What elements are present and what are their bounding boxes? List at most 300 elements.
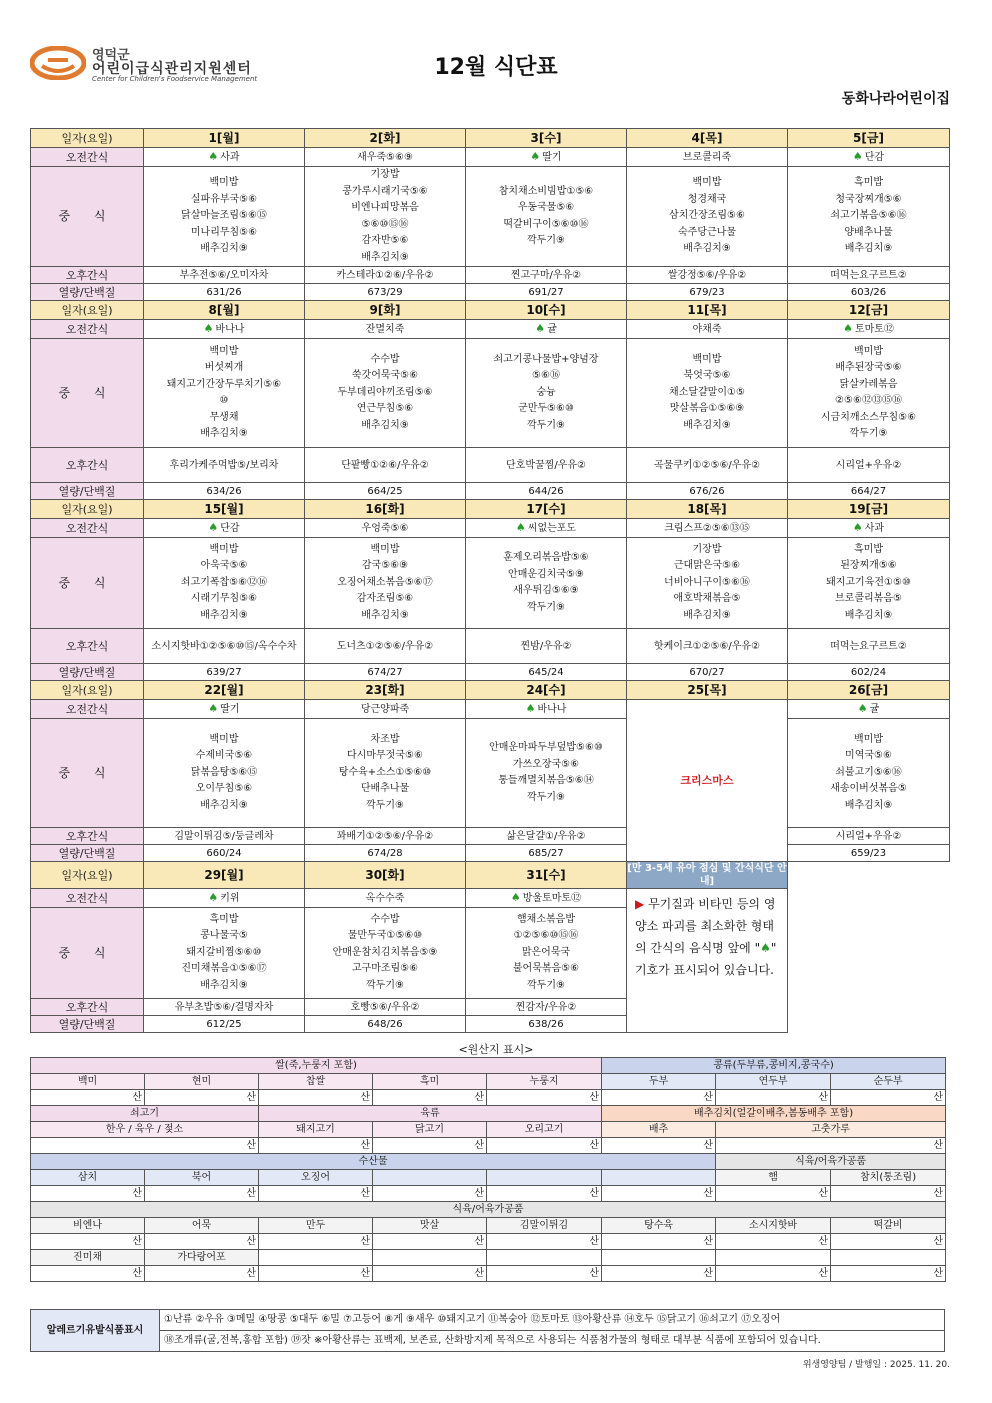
am-snack-text: 딸기 (220, 704, 240, 715)
lunch-item: 배추김치⑨ (683, 243, 731, 255)
pm-snack: 시리얼+우유② (788, 448, 950, 483)
energy-protein: 603/26 (788, 284, 950, 301)
am-snack-label: 오전간식 (31, 519, 144, 538)
kimchi-item: 고춧가루 (716, 1122, 946, 1138)
lunch-item: ⑤⑥⑩⑮⑯ (361, 218, 409, 230)
pm-snack: 단호박꿀찜/우유② (466, 448, 627, 483)
lunch-item: 배추김치⑨ (361, 609, 409, 621)
pm-snack-label: 오후간식 (31, 267, 144, 284)
proc-item: 떡갈비 (831, 1218, 946, 1234)
lunch-item: 불어묵볶음⑤⑥ (512, 963, 580, 975)
pm-snack: 떠먹는요구르트② (788, 267, 950, 284)
lunch-item: ①②⑤⑥⑩⑮⑯ (513, 930, 579, 942)
lunch-item: 감자조림⑤⑥ (356, 593, 414, 605)
week-3-am-row (31, 519, 950, 538)
meat-item: 닭고기 (373, 1122, 487, 1138)
lunch-menu (466, 908, 627, 999)
proc-item: 김말이튀김 (487, 1218, 602, 1234)
pm-snack-label: 오후간식 (31, 828, 144, 845)
energy-protein: 670/27 (627, 664, 788, 681)
am-snack (466, 700, 627, 719)
lunch-item: 고구마조림⑤⑥ (351, 963, 419, 975)
lunch-label: 중 식 (31, 167, 144, 267)
origin-value: 산 (31, 1138, 259, 1154)
day-date: 16[화] (305, 500, 466, 519)
origin-value: 산 (716, 1186, 831, 1202)
lunch-item: 숙주당근나물 (678, 226, 736, 238)
origin-value: 산 (716, 1266, 831, 1282)
origin-empty (831, 1250, 946, 1266)
am-snack (627, 148, 788, 167)
lunch-item: ②⑤⑥⑫⑬⑮⑯ (835, 395, 902, 406)
lunch-item: 미나리무침⑤⑥ (190, 226, 258, 238)
leaf-icon: ♠ (515, 521, 526, 534)
day-date: 3[수] (466, 129, 627, 148)
week-1-pm-row (31, 267, 950, 284)
lunch-item: 참치채소비빔밥①⑤⑥ (498, 185, 594, 197)
day-date: 23[화] (305, 681, 466, 700)
origin-value: 산 (373, 1138, 487, 1154)
menu-table (30, 128, 950, 1033)
origin-value: 산 (602, 1090, 716, 1106)
origin-values-5 (31, 1266, 946, 1282)
origin-value: 산 (487, 1186, 602, 1202)
leaf-icon: ♠ (852, 150, 863, 163)
origin-value: 산 (259, 1234, 373, 1250)
lunch-item: 양배추나물 (844, 226, 893, 238)
week-3-day-row (31, 500, 950, 519)
meat-item: 돼지고기 (259, 1122, 373, 1138)
am-snack (627, 320, 788, 339)
lunch-menu (144, 908, 305, 999)
origin-group-2 (31, 1106, 946, 1122)
proc-item: 맛살 (373, 1218, 487, 1234)
day-date: 17[수] (466, 500, 627, 519)
day-label: 일자(요일) (31, 500, 144, 519)
lunch-item: 두부데리야끼조림⑤⑥ (337, 386, 433, 398)
lunch-item: 깍두기⑨ (527, 235, 565, 246)
am-snack-text: 브로콜리죽 (682, 151, 732, 163)
day-date: 12[금] (788, 301, 950, 320)
lunch-label: 중 식 (31, 538, 144, 629)
am-snack-label: 오전간식 (31, 148, 144, 167)
lunch-item: 청경채국 (687, 193, 727, 205)
am-snack-text: 사과 (864, 523, 885, 534)
lunch-item: 북엇국⑤⑥ (683, 370, 731, 382)
lunch-item: 쇠고기콩나물밥+양념장 (493, 353, 599, 365)
energy-protein: 673/29 (305, 284, 466, 301)
week-5-am-row (31, 889, 950, 908)
origin-values-3 (31, 1186, 946, 1202)
lunch-item: 수수밥 (370, 913, 400, 925)
lunch-item: 배추김치⑨ (200, 979, 248, 991)
lunch-item: 백미밥 (854, 733, 883, 745)
week-2-energy-row (31, 483, 950, 500)
am-snack (466, 519, 627, 538)
origin-value: 산 (31, 1090, 145, 1106)
pm-snack: 김말이튀김⑤/둥글레차 (144, 828, 305, 845)
lunch-item: 쑥갓어묵국⑤⑥ (351, 370, 419, 382)
proc-item: 어묵 (145, 1218, 259, 1234)
lunch-item: 배추김치⑨ (361, 251, 409, 263)
week-1-energy-row (31, 284, 950, 301)
pm-snack: 핫케이크①②⑤⑥/우유② (627, 629, 788, 664)
lunch-item: 닭볶음탕⑤⑥⑮ (190, 766, 258, 778)
origin-value: 산 (31, 1186, 145, 1202)
lunch-item: 실파유부국⑤⑥ (190, 193, 258, 205)
energy-protein: 602/24 (788, 664, 950, 681)
lunch-item: 안매운김치국⑤⑨ (508, 568, 584, 580)
week-2-day-row (31, 301, 950, 320)
origin-value: 산 (716, 1138, 946, 1154)
week-1-day-row (31, 129, 950, 148)
energy-protein: 676/26 (627, 483, 788, 500)
proc-item: 비엔나 (31, 1218, 145, 1234)
lunch-menu (788, 719, 950, 828)
notice-body (627, 889, 788, 1033)
am-snack-text: 씨없는포도 (527, 523, 577, 534)
pm-snack: 삶은달걀①/우유② (466, 828, 627, 845)
am-snack-text: 당근양파죽 (360, 703, 410, 715)
lunch-item: 배추김치⑨ (200, 609, 248, 621)
day-date: 31[수] (466, 862, 627, 889)
origin-value: 산 (602, 1266, 716, 1282)
lunch-item: 백미밥 (209, 733, 239, 745)
am-snack-text: 단감 (220, 523, 240, 534)
lunch-item: 맛살볶음①⑤⑥⑨ (669, 403, 745, 415)
day-date: 8[월] (144, 301, 305, 320)
lunch-item: 배추된장국⑤⑥ (835, 362, 902, 373)
origin-value: 산 (145, 1266, 259, 1282)
lunch-item: 돼지갈비찜⑤⑥⑩ (186, 946, 262, 958)
am-snack-text: 야채죽 (692, 323, 722, 335)
energy-protein: 634/26 (144, 483, 305, 500)
origin-empty (487, 1170, 602, 1186)
lunch-item: 깍두기⑨ (366, 799, 404, 811)
week-5-day-row (31, 862, 950, 889)
leaf-icon: ♠ (843, 322, 853, 335)
pm-snack: 카스테라①②⑥/우유② (305, 267, 466, 284)
sea-item: 오징어 (259, 1170, 373, 1186)
leaf-icon: ♠ (510, 891, 521, 904)
lunch-item: 깍두기⑨ (527, 419, 565, 431)
lunch-item: 배추김치⑨ (200, 243, 248, 255)
am-snack-text: 키위 (220, 893, 240, 904)
lunch-item: 근대맑은국⑤⑥ (673, 560, 741, 572)
lunch-item: 닭살마늘조림⑤⑥⑮ (181, 210, 267, 222)
energy-label: 열량/단백질 (31, 483, 144, 500)
lunch-item: 백미밥 (370, 543, 400, 555)
am-snack (144, 889, 305, 908)
energy-protein: 659/23 (788, 845, 950, 862)
lunch-item: 연근무침⑤⑥ (356, 403, 414, 415)
week-5-pm-row (31, 999, 950, 1016)
energy-protein: 645/24 (466, 664, 627, 681)
lunch-item: 기장밥 (692, 543, 722, 555)
origin-value: 산 (259, 1266, 373, 1282)
week-4-am-row (31, 700, 950, 719)
rice-item: 백미 (31, 1074, 145, 1090)
proc-item: 참치(통조림) (831, 1170, 946, 1186)
origin-value: 산 (145, 1186, 259, 1202)
leaf-icon: ♠ (208, 702, 219, 715)
lunch-item: 콩나물국⑤ (200, 930, 248, 942)
day-date: 15[월] (144, 500, 305, 519)
day-date: 11[목] (627, 301, 788, 320)
am-snack (627, 519, 788, 538)
am-snack (305, 148, 466, 167)
origin-value: 산 (831, 1090, 946, 1106)
origin-empty (373, 1250, 487, 1266)
day-date: 9[화] (305, 301, 466, 320)
am-snack-text: 귤 (869, 704, 880, 715)
bean-item: 순두부 (831, 1074, 946, 1090)
week-4-pm-row (31, 828, 950, 845)
allergy-label: 알레르기유발식품표시 (31, 1310, 160, 1352)
week-1-am-row (31, 148, 950, 167)
day-date: 4[목] (627, 129, 788, 148)
week-3-lunch-row (31, 538, 950, 629)
origin-value: 산 (831, 1234, 946, 1250)
energy-protein: 674/27 (305, 664, 466, 681)
lunch-item: 훈제오리볶음밥⑤⑥ (503, 552, 589, 563)
pm-snack-label: 오후간식 (31, 448, 144, 483)
am-snack (144, 148, 305, 167)
origin-value: 산 (373, 1186, 487, 1202)
lunch-item: 된장찌개⑤⑥ (840, 560, 897, 572)
pm-snack: 호빵⑤⑥/우유② (305, 999, 466, 1016)
proc-item: 햄 (716, 1170, 831, 1186)
origin-value: 산 (487, 1138, 602, 1154)
day-date: 18[목] (627, 500, 788, 519)
origin-items-5 (31, 1250, 946, 1266)
origin-value: 산 (31, 1266, 145, 1282)
lunch-item: 단배추나물 (360, 783, 410, 795)
day-label: 일자(요일) (31, 129, 144, 148)
lunch-menu (144, 538, 305, 629)
lunch-item: ⑤⑥⑯ (532, 370, 560, 382)
beef-group: 쇠고기 (31, 1106, 259, 1122)
am-snack (466, 320, 627, 339)
lunch-item: 백미밥 (209, 345, 239, 357)
origin-value: 산 (145, 1090, 259, 1106)
lunch-item: 다시마무젓국⑤⑥ (347, 750, 423, 762)
org-line2: 어린이급식관리지원센터 (92, 61, 252, 77)
lunch-item: 차조밥 (370, 733, 400, 745)
lunch-label: 중 식 (31, 339, 144, 448)
leaf-icon: ♠ (525, 702, 536, 715)
pm-snack: 후리가케주먹밥⑤/보리차 (144, 448, 305, 483)
day-date: 25[목] (627, 681, 788, 700)
energy-label: 열량/단백질 (31, 845, 144, 862)
pm-snack: 시리얼+우유② (788, 828, 950, 845)
org-line1: 영덕군 (92, 48, 130, 63)
energy-protein: 644/26 (466, 483, 627, 500)
am-snack-text: 크림스프②⑤⑥⑬⑮ (664, 522, 750, 534)
am-snack-text: 딸기 (542, 152, 562, 163)
lunch-item: 가쓰오장국⑤⑥ (512, 758, 580, 770)
proc-item: 탕수육 (602, 1218, 716, 1234)
origin-value: 산 (373, 1266, 487, 1282)
leaf-icon: ♠ (208, 891, 219, 904)
lunch-item: 백미밥 (692, 353, 722, 365)
day-date: 26[금] (788, 681, 950, 700)
leaf-icon: ♠ (760, 941, 771, 955)
day-date: 1[월] (144, 129, 305, 148)
notice-text2: " 기호가 표시되어 있습니다. (635, 941, 777, 977)
am-snack (788, 700, 950, 719)
week-4-day-row (31, 681, 950, 700)
week-3-energy-row (31, 664, 950, 681)
lunch-menu (305, 908, 466, 999)
lunch-label: 중 식 (31, 908, 144, 999)
lunch-item: 닭살카레볶음 (839, 378, 898, 390)
lunch-item: 시래기무침⑤⑥ (190, 593, 258, 605)
pm-snack: 유부초밥⑤⑥/결명자차 (144, 999, 305, 1016)
lunch-item: 백미밥 (209, 177, 239, 189)
pm-snack: 떠먹는요구르트② (788, 629, 950, 664)
day-date: 24[수] (466, 681, 627, 700)
lunch-item: 새송이버섯볶음⑤ (830, 783, 907, 795)
energy-protein: 664/27 (788, 483, 950, 500)
lunch-item: 배추김치⑨ (200, 799, 248, 811)
lunch-item: 배추김치⑨ (200, 428, 248, 439)
lunch-menu (305, 167, 466, 267)
kimchi-group: 배추김치(얼갈이배추,봄동배추 포함) (602, 1106, 946, 1122)
pm-snack-label: 오후간식 (31, 629, 144, 664)
proc-group: 식육/어육가공품 (716, 1154, 946, 1170)
pm-snack: 도너츠①②⑤⑥/우유② (305, 629, 466, 664)
am-snack-text: 옥수수죽 (365, 892, 405, 904)
lunch-item: 떡갈비구이⑤⑥⑩⑯ (503, 218, 589, 230)
day-date: 29[월] (144, 862, 305, 889)
lunch-item: 백미밥 (854, 345, 883, 357)
lunch-label: 중 식 (31, 719, 144, 828)
origin-value: 산 (831, 1266, 946, 1282)
lunch-item: 버섯찌개 (204, 362, 244, 373)
allergy-table (30, 1309, 945, 1352)
origin-value: 산 (259, 1186, 373, 1202)
origin-value: 산 (373, 1090, 487, 1106)
rice-item: 누룽지 (487, 1074, 602, 1090)
pm-snack: 찐고구마/우유② (466, 267, 627, 284)
lunch-item: 쇠고기볶음⑤⑥⑯ (830, 210, 907, 222)
origin-value: 산 (602, 1186, 716, 1202)
am-snack (305, 320, 466, 339)
center-name: 동화나라어린이집 (841, 91, 950, 107)
bean-item: 두부 (602, 1074, 716, 1090)
lunch-item: 애호박채볶음⑤ (673, 593, 741, 605)
lunch-item: 배추김치⑨ (844, 799, 893, 811)
allergy-line1: ①난류 ②우유 ③메밀 ④땅콩 ⑤대두 ⑥밀 ⑦고등어 ⑧게 ⑨새우 ⑩돼지고기 ⑪복숭아 ⑫토마토 ⑬아황산류 ⑭호두 ⑮닭고기 ⑯쇠고기 ⑰오징어 (160, 1310, 945, 1331)
proc-group: 식육/어육가공품 (31, 1202, 946, 1218)
origin-group-1 (31, 1058, 946, 1074)
am-snack-text: 우엉죽⑤⑥ (361, 522, 409, 534)
origin-empty (487, 1250, 602, 1266)
lunch-item: 너비아니구이⑤⑥⑯ (664, 576, 750, 588)
energy-protein: 691/27 (466, 284, 627, 301)
lunch-menu (144, 339, 305, 448)
day-date: 2[화] (305, 129, 466, 148)
proc-item: 가다랑어포 (145, 1250, 259, 1266)
lunch-menu (466, 538, 627, 629)
lunch-item: 햄채소볶음밥 (517, 913, 575, 925)
week-2-am-row (31, 320, 950, 339)
kimchi-item: 배추 (602, 1122, 716, 1138)
origin-values-2 (31, 1138, 946, 1154)
energy-protein: 639/27 (144, 664, 305, 681)
lunch-item: 배추김치⑨ (683, 419, 731, 431)
week-5-energy-row (31, 1016, 950, 1033)
rice-item: 찹쌀 (259, 1074, 373, 1090)
lunch-item: 통들깨멸치볶음⑤⑥⑭ (498, 775, 594, 786)
lunch-item: 백미밥 (692, 177, 722, 189)
bean-item: 연두부 (716, 1074, 831, 1090)
rice-item: 흑미 (373, 1074, 487, 1090)
leaf-icon: ♠ (857, 702, 868, 715)
origin-value: 산 (145, 1234, 259, 1250)
triangle-icon: ▶ (635, 897, 645, 911)
day-label: 일자(요일) (31, 301, 144, 320)
lunch-menu (627, 538, 788, 629)
energy-protein: 638/26 (466, 1016, 627, 1033)
pm-snack: 쌀강정⑤⑥/우유② (627, 267, 788, 284)
pm-snack: 곡물쿠키①②⑤⑥/우유② (627, 448, 788, 483)
holiday-label: 크리스마스 (680, 773, 734, 787)
lunch-item: ⑩ (219, 395, 229, 406)
pm-snack: 소시지핫바①②⑤⑥⑩⑮/옥수수차 (144, 629, 305, 664)
week-3-pm-row (31, 629, 950, 664)
day-date: 5[금] (788, 129, 950, 148)
am-snack-text: 토마토⑫ (854, 324, 894, 335)
beef-item: 한우 / 육우 / 젖소 (31, 1122, 259, 1138)
origin-value: 산 (487, 1266, 602, 1282)
lunch-item: 오징어채소볶음⑤⑥⑰ (337, 576, 433, 588)
allergy-line2: ⑱조개류(굴,전복,홍합 포함) ⑲잣 ※아황산류는 표백제, 보존료, 산화방지제 목적으로 사용되는 식품첨가물의 형태로 대부분 식품에 포함되어 있습니다. (160, 1331, 945, 1352)
lunch-item: 군만두⑤⑥⑩ (518, 403, 574, 415)
lunch-item: 흑미밥 (854, 177, 883, 189)
lunch-item: 기장밥 (370, 169, 400, 180)
lunch-menu (466, 719, 627, 828)
lunch-menu (305, 719, 466, 828)
week-4-lunch-row (31, 719, 950, 828)
notice-text1: 무기질과 비타민 등의 영양소 파괴를 최소화한 형태의 간식의 음식명 앞에 " (635, 897, 776, 955)
am-snack-label: 오전간식 (31, 700, 144, 719)
lunch-item: 무생채 (209, 411, 239, 423)
lunch-menu (627, 167, 788, 267)
sea-item: 삼치 (31, 1170, 145, 1186)
origin-value: 산 (31, 1234, 145, 1250)
am-snack (788, 519, 950, 538)
leaf-icon: ♠ (203, 322, 214, 335)
day-label: 일자(요일) (31, 681, 144, 700)
energy-protein: 664/25 (305, 483, 466, 500)
lunch-item: 새우튀김⑤⑥⑨ (513, 585, 579, 596)
origin-empty (373, 1170, 487, 1186)
am-snack (305, 700, 466, 719)
am-snack (788, 320, 950, 339)
am-snack-text: 바나나 (215, 324, 245, 335)
am-snack-text: 단감 (864, 152, 885, 163)
am-snack (305, 519, 466, 538)
origin-items-1 (31, 1074, 946, 1090)
origin-value: 산 (716, 1090, 831, 1106)
lunch-item: 브로콜리볶음⑤ (835, 593, 902, 605)
am-snack-text: 잔멸치죽 (365, 323, 405, 335)
am-snack-label: 오전간식 (31, 320, 144, 339)
lunch-menu (305, 339, 466, 448)
lunch-menu (788, 538, 950, 629)
